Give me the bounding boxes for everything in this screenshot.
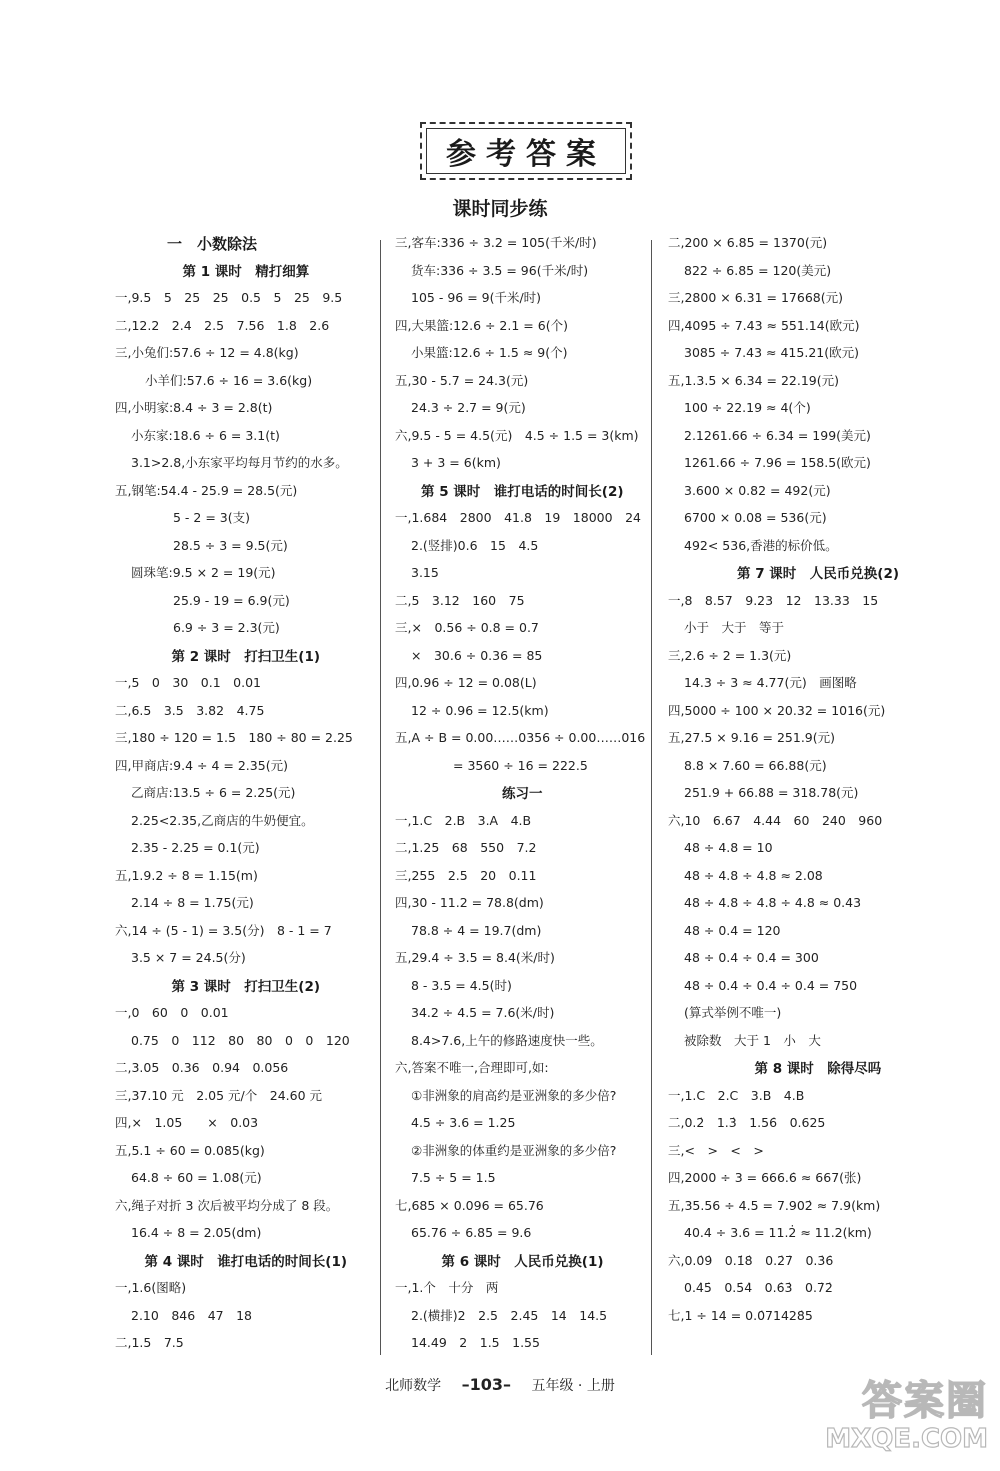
answer-line: 8.8 × 7.60 = 66.88(元)	[684, 757, 827, 773]
answer-line: 三,< > < >	[668, 1142, 764, 1158]
answer-line: 一,1.6(图略)	[115, 1280, 187, 1295]
answer-line: 8 - 3.5 = 4.5(时)	[411, 977, 512, 993]
answer-line: 34.2 ÷ 4.5 = 7.6(米/时)	[411, 1005, 555, 1020]
answer-line: 一,1.684 2800 41.8 19 18000 24	[395, 510, 641, 525]
answer-line: 3.600 × 0.82 = 492(元)	[684, 482, 831, 498]
answer-line: 16.4 ÷ 8 = 2.05(dm)	[131, 1225, 262, 1240]
answer-line: 五,5.1 ÷ 60 = 0.085(kg)	[115, 1142, 265, 1158]
answer-line: 48 ÷ 0.4 = 120	[684, 922, 781, 938]
answer-line: 8.4>7.6,上午的修路速度快一些。	[411, 1032, 603, 1048]
answer-line: 251.9 + 66.88 = 318.78(元)	[684, 785, 859, 800]
site-watermark-logo	[778, 1378, 988, 1462]
answer-line: 4.5 ÷ 3.6 = 1.25	[411, 1115, 516, 1130]
answer-line: 三,180 ÷ 120 = 1.5 180 ÷ 80 = 2.25	[115, 730, 353, 745]
answer-line: 48 ÷ 0.4 ÷ 0.4 ÷ 0.4 = 750	[684, 977, 858, 993]
answer-line: 492< 536,香港的标价低。	[684, 537, 838, 553]
answer-line: 65.76 ÷ 6.85 = 9.6	[411, 1225, 532, 1240]
answer-line: 一,1.C 2.B 3.A 4.B	[395, 812, 532, 828]
answer-line: 三,2800 × 6.31 = 17668(元)	[668, 290, 843, 305]
answer-line: 12 ÷ 0.96 = 12.5(km)	[411, 702, 549, 718]
answer-line: 五,1.9.2 ÷ 8 = 1.15(m)	[115, 867, 258, 883]
answer-line: 被除数 大于 1 小 大	[684, 1032, 821, 1048]
lesson-heading: 第 8 课时 除得尽吗	[754, 1061, 882, 1077]
answer-line: 五,A ÷ B = 0.00……0356 ÷ 0.00……016	[395, 730, 646, 745]
footer-grade: 五年级 · 上册	[531, 1378, 615, 1394]
answer-line: ②非洲象的体重约是亚洲象的多少倍?	[411, 1142, 617, 1158]
answer-line: 2.10 846 47 18	[131, 1307, 253, 1323]
unit-heading: 一 小数除法	[167, 235, 258, 253]
answer-line: 1261.66 ÷ 7.96 = 158.5(欧元)	[684, 455, 871, 470]
answer-line: 小东家:18.6 ÷ 6 = 3.1(t)	[131, 427, 280, 443]
answer-line: 一,1.个 十分 两	[395, 1280, 499, 1295]
answer-line: 2.1261.66 ÷ 6.34 = 199(美元)	[684, 427, 871, 443]
watermark-text: 答案圈	[862, 1378, 988, 1424]
answer-line: 五,27.5 × 9.16 = 251.9(元)	[668, 730, 836, 745]
answer-line: 78.8 ÷ 4 = 19.7(dm)	[411, 922, 542, 938]
lesson-heading: 第 6 课时 人民币兑换(1)	[441, 1253, 604, 1270]
answer-line: = 3560 ÷ 16 = 222.5	[453, 757, 588, 773]
answer-line: 六,14 ÷ (5 - 1) = 3.5(分) 8 - 1 = 7	[115, 922, 332, 938]
answer-line: 小于 大于 等于	[684, 620, 785, 635]
answer-line: 六,0.0̇9̇ 0.1̇8̇ 0.2̇7̇ 0.3̇6̇	[668, 1252, 834, 1268]
answer-line: 3085 ÷ 7.43 ≈ 415.21(欧元)	[684, 345, 859, 360]
answer-line: 五,1.3.5 × 6.34 = 22.19(元)	[668, 372, 839, 388]
footer-subject: 北师数学	[385, 1378, 442, 1394]
answer-line: 三,2.6 ÷ 2 = 1.3(元)	[668, 647, 792, 663]
answer-line: 七,1 ÷ 14 = 0.0̇71428̇5	[668, 1307, 813, 1323]
answer-line: 3.1>2.8,小东家平均每月节约的水多。	[131, 455, 348, 470]
answer-line: 14.3 ÷ 3 ≈ 4.77(元) 画图略	[684, 675, 857, 690]
answer-line: 四,5000 ÷ 100 × 20.32 = 1016(元)	[668, 702, 886, 718]
answer-line: 四,小明家:8.4 ÷ 3 = 2.8(t)	[115, 400, 273, 415]
answer-line: 四,30 - 11.2 = 78.8(dm)	[395, 895, 544, 910]
answer-line: 三,客车:336 ÷ 3.2 = 105(千米/时)	[395, 235, 597, 250]
answer-line: 四,0.96 ÷ 12 = 0.08(L)	[395, 675, 537, 690]
answer-line: × 30.6 ÷ 0.36 = 85	[411, 647, 543, 663]
answer-line: 六,9.5 - 5 = 4.5(元) 4.5 ÷ 1.5 = 3(km)	[395, 427, 639, 443]
page-title: 参考答案	[446, 137, 606, 172]
answer-line: 二,6.5 3.5 3.82 4.75	[115, 702, 265, 718]
answer-line: 28.5 ÷ 3 = 9.5(元)	[173, 537, 288, 553]
answer-line: 五,29.4 ÷ 3.5 = 8.4(米/时)	[395, 950, 555, 965]
lesson-heading: 第 1 课时 精打细算	[182, 263, 310, 280]
answer-line: 822 ÷ 6.85 = 120(美元)	[684, 262, 832, 278]
answer-line: 三,小兔们:57.6 ÷ 12 = 4.8(kg)	[115, 345, 299, 360]
answer-line: 六,答案不唯一,合理即可,如:	[395, 1060, 549, 1075]
title-box	[420, 122, 632, 180]
answer-line: 0.75 0 112 80 80 0 0 120	[131, 1032, 350, 1048]
answer-line: 二,1.5 7.5	[115, 1335, 184, 1350]
answer-line: 四,大果篮:12.6 ÷ 2.1 = 6(个)	[395, 317, 568, 333]
answer-line: 0.4̇5̇ 0.5̇4̇ 0.6̇3̇ 0.7̇2̇	[684, 1280, 833, 1295]
lesson-heading: 第 4 课时 谁打电话的时间长(1)	[144, 1253, 348, 1270]
answer-line: ①非洲象的肩高约是亚洲象的多少倍?	[411, 1087, 617, 1103]
answer-line: 25.9 - 19 = 6.9(元)	[173, 592, 290, 608]
answer-line: 六,绳子对折 3 次后被平均分成了 8 段。	[115, 1197, 339, 1213]
answer-line: 40.4 ÷ 3.6 = 11.2̇ ≈ 11.2(km)	[684, 1225, 872, 1240]
answer-line: 小羊们:57.6 ÷ 16 = 3.6(kg)	[145, 372, 313, 388]
answer-line: 三,37.10 元 2.05 元/个 24.60 元	[115, 1087, 323, 1103]
answer-line: 货车:336 ÷ 3.5 = 96(千米/时)	[411, 262, 589, 278]
answer-line: 一,8 8.57 9.23 12 13.33 15	[668, 592, 879, 608]
answer-line: 五,30 - 5.7 = 24.3(元)	[395, 372, 529, 388]
answer-line: 48 ÷ 4.8 ÷ 4.8 ≈ 2.08	[684, 867, 823, 883]
answer-line: 二,200 × 6.85 = 1370(元)	[668, 235, 828, 250]
answer-line: 3.15	[411, 565, 439, 580]
answer-line: 二,1.25 68 550 7.2	[395, 840, 537, 855]
lesson-heading: 第 5 课时 谁打电话的时间长(2)	[421, 483, 624, 500]
column-divider	[651, 240, 652, 1355]
answer-line: 48 ÷ 0.4 ÷ 0.4 = 300	[684, 950, 819, 965]
answer-line: 二,12.2 2.4 2.5 7.56 1.8 2.6	[115, 317, 330, 333]
answer-line: 105 - 96 = 9(千米/时)	[411, 290, 542, 305]
answer-line: 6.9 ÷ 3 = 2.3(元)	[173, 620, 280, 635]
answer-line: 48 ÷ 4.8 = 10	[684, 840, 773, 855]
answer-line: 一,0 60 0 0.01	[115, 1005, 229, 1020]
answer-line: 3.5 × 7 = 24.5(分)	[131, 950, 246, 965]
answer-line: 四,2000 ÷ 3 = 666.6̇ ≈ 667(张)	[668, 1170, 862, 1185]
answer-line: 一,1.C 2.C 3.B 4.B	[668, 1087, 805, 1103]
answer-line: 48 ÷ 4.8 ÷ 4.8 ÷ 4.8 ≈ 0.43	[684, 895, 862, 910]
answer-line: 三,× 0.56 ÷ 0.8 = 0.7	[395, 620, 539, 635]
answer-line: 五,35.56 ÷ 4.5 = 7.902̇ ≈ 7.9(km)	[668, 1197, 881, 1213]
answer-line: 二,0.2̇ 1.3̇ 1.56̇ 0.625	[668, 1115, 826, 1130]
answer-line: 一,5 0 30 0.1 0.01	[115, 675, 261, 690]
answer-line: 二,3.05 0.36 0.94 0.056	[115, 1060, 289, 1075]
answer-line: 四,甲商店:9.4 ÷ 4 = 2.35(元)	[115, 757, 288, 773]
answer-line: 24.3 ÷ 2.7 = 9(元)	[411, 400, 526, 415]
watermark-url: MXQE.COM	[825, 1424, 988, 1454]
answer-line: 64.8 ÷ 60 = 1.08(元)	[131, 1170, 262, 1185]
answer-line: 3 + 3 = 6(km)	[411, 455, 501, 470]
answer-line: 一,9.5 5 25 25 0.5 5 25 9.5	[115, 290, 343, 305]
answer-line: 6700 × 0.08 = 536(元)	[684, 510, 827, 525]
answer-line: 四,4095 ÷ 7.43 ≈ 551.14(欧元)	[668, 317, 860, 333]
answer-line: (算式举例不唯一)	[684, 1005, 782, 1020]
column-divider	[380, 240, 381, 1355]
answer-line: 2.35 - 2.25 = 0.1(元)	[131, 840, 260, 855]
answer-line: 小果篮:12.6 ÷ 1.5 ≈ 9(个)	[411, 345, 568, 360]
answer-line: 四,× 1.05 × 0.03	[115, 1115, 259, 1130]
lesson-heading: 练习一	[502, 786, 543, 802]
answer-line: 圆珠笔:9.5 × 2 = 19(元)	[131, 565, 276, 580]
lesson-heading: 第 2 课时 打扫卫生(1)	[171, 648, 321, 665]
answer-line: 5 - 2 = 3(支)	[173, 510, 250, 525]
answer-line: 2.(竖排)0.6 15 4.5	[411, 537, 539, 553]
answer-line: 2.25<2.35,乙商店的牛奶便宜。	[131, 812, 314, 828]
answer-line: 六,10 6.67 4.44 60 240 960	[668, 812, 883, 828]
answer-line: 7.5 ÷ 5 = 1.5	[411, 1170, 496, 1185]
answer-line: 二,5 3.12 160 75	[395, 592, 525, 608]
answer-line: 乙商店:13.5 ÷ 6 = 2.25(元)	[131, 785, 296, 800]
page-number: –103–	[461, 1375, 512, 1394]
answer-line: 100 ÷ 22.19 ≈ 4(个)	[684, 400, 811, 415]
answer-line: 五,钢笔:54.4 - 25.9 = 28.5(元)	[115, 482, 298, 498]
answer-line: 2.14 ÷ 8 = 1.75(元)	[131, 895, 254, 910]
answer-line: 2.(横排)2 2.5 2.45 14 14.5	[411, 1307, 608, 1323]
answer-line: 14.49 2 1.5 1.55	[411, 1335, 540, 1350]
page-subtitle: 课时同步练	[452, 198, 548, 220]
answer-line: 三,255 2.5 20 0.11	[395, 867, 537, 883]
lesson-heading: 第 7 课时 人民币兑换(2)	[737, 566, 900, 582]
lesson-heading: 第 3 课时 打扫卫生(2)	[171, 978, 321, 995]
answer-line: 七,685 × 0.096 = 65.76	[395, 1197, 544, 1213]
